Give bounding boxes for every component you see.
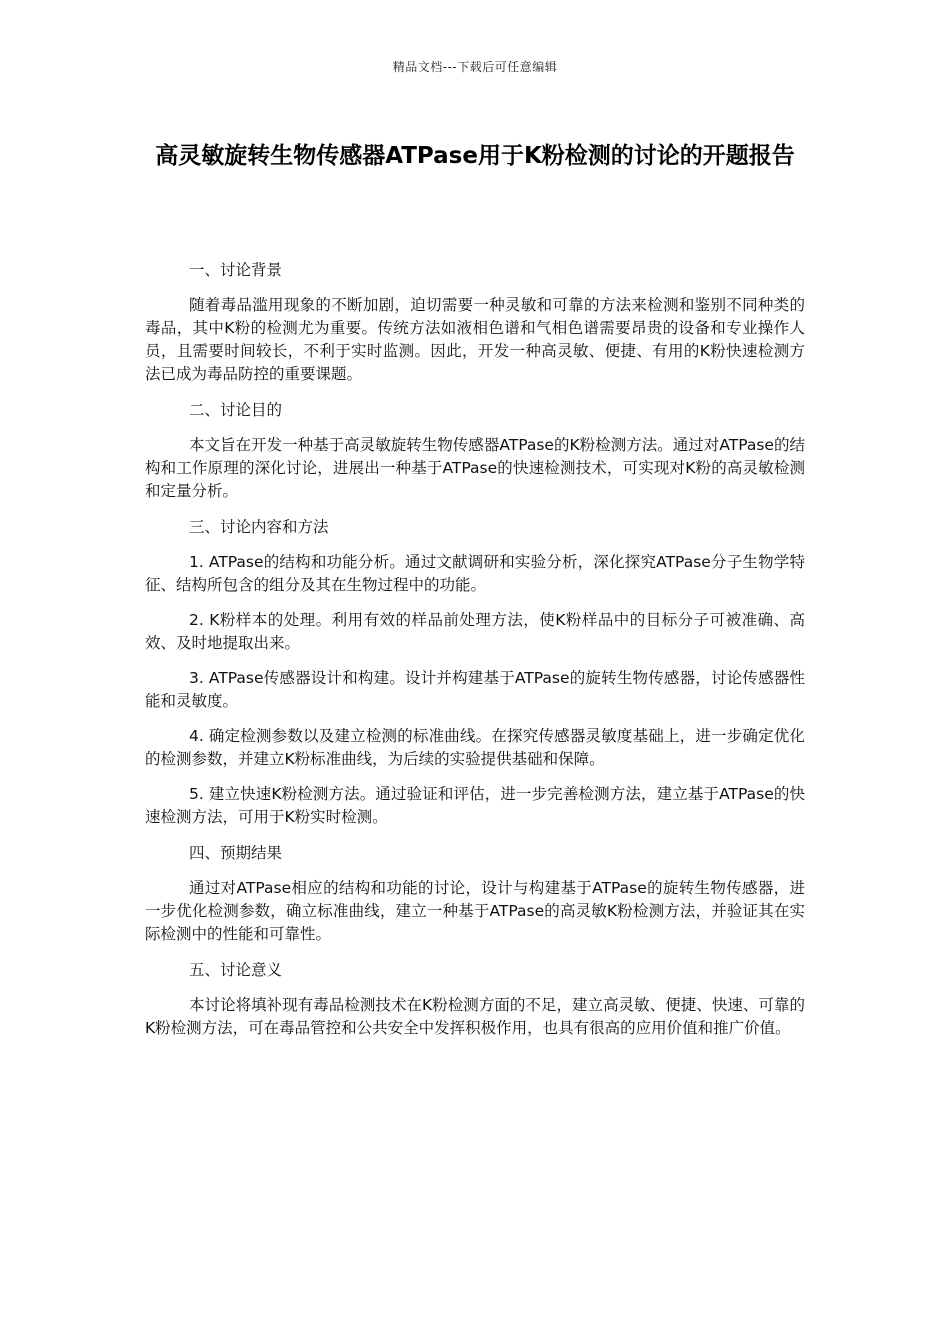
paragraph: 通过对ATPase相应的结构和功能的讨论，设计与构建基于ATPase的旋转生物传感器，进一步优化检测参数，确立标准曲线，建立一种基于ATPase的高灵敏K粉检测方法，并验证其在实际检测中的性能和可靠性。 [145, 879, 805, 943]
method-item: 3. ATPase传感器设计和构建。设计并构建基于ATPase的旋转生物传感器，讨论传感器性能和灵敏度。 [145, 669, 805, 710]
paragraph: 随着毒品滥用现象的不断加剧，迫切需要一种灵敏和可靠的方法来检测和鉴别不同种类的毒品，其中K粉的检测尤为重要。传统方法如液相色谱和气相色谱需要昂贵的设备和专业操作人员，且需要时间较长，不利于实时监测。因此，开发一种高灵敏、便捷、有用的K粉快速检测方法已成为毒品防控的重要课题。 [145, 296, 805, 383]
section-expected-results [145, 841, 805, 946]
section-heading: 三、讨论内容和方法 [189, 518, 329, 536]
section-significance [145, 958, 805, 1040]
method-item: 2. K粉样本的处理。利用有效的样品前处理方法，使K粉样品中的目标分子可被准确、高效、及时地提取出来。 [145, 611, 805, 652]
paragraph: 本讨论将填补现有毒品检测技术在K粉检测方面的不足，建立高灵敏、便捷、快速、可靠的K粉检测方法，可在毒品管控和公共安全中发挥积极作用，也具有很高的应用价值和推广价值。 [145, 996, 805, 1037]
section-heading: 二、讨论目的 [189, 401, 283, 419]
section-heading: 一、讨论背景 [189, 261, 283, 279]
method-item: 5. 建立快速K粉检测方法。通过验证和评估，进一步完善检测方法，建立基于ATPase的快速检测方法，可用于K粉实时检测。 [145, 785, 805, 826]
method-item: 1. ATPase的结构和功能分析。通过文献调研和实验分析，深化探究ATPase分子生物学特征、结构所包含的组分及其在生物过程中的功能。 [145, 553, 805, 594]
document-title: 高灵敏旋转生物传感器ATPase用于K粉检测的讨论的开题报告 [155, 143, 795, 169]
method-item: 4. 确定检测参数以及建立检测的标准曲线。在探究传感器灵敏度基础上，进一步确定优化的检测参数，并建立K粉标准曲线，为后续的实验提供基础和保障。 [145, 727, 805, 768]
section-background [145, 258, 805, 386]
section-content-methods [145, 515, 805, 829]
header-note: 精品文档---下载后可任意编辑 [392, 60, 558, 74]
section-purpose [145, 398, 805, 503]
section-heading: 四、预期结果 [189, 844, 283, 862]
paragraph: 本文旨在开发一种基于高灵敏旋转生物传感器ATPase的K粉检测方法。通过对ATPase的结构和工作原理的深化讨论，进展出一种基于ATPase的快速检测技术，可实现对K粉的高灵敏检测和定量分析。 [145, 436, 805, 500]
document-body [145, 258, 805, 1052]
section-heading: 五、讨论意义 [189, 961, 283, 979]
